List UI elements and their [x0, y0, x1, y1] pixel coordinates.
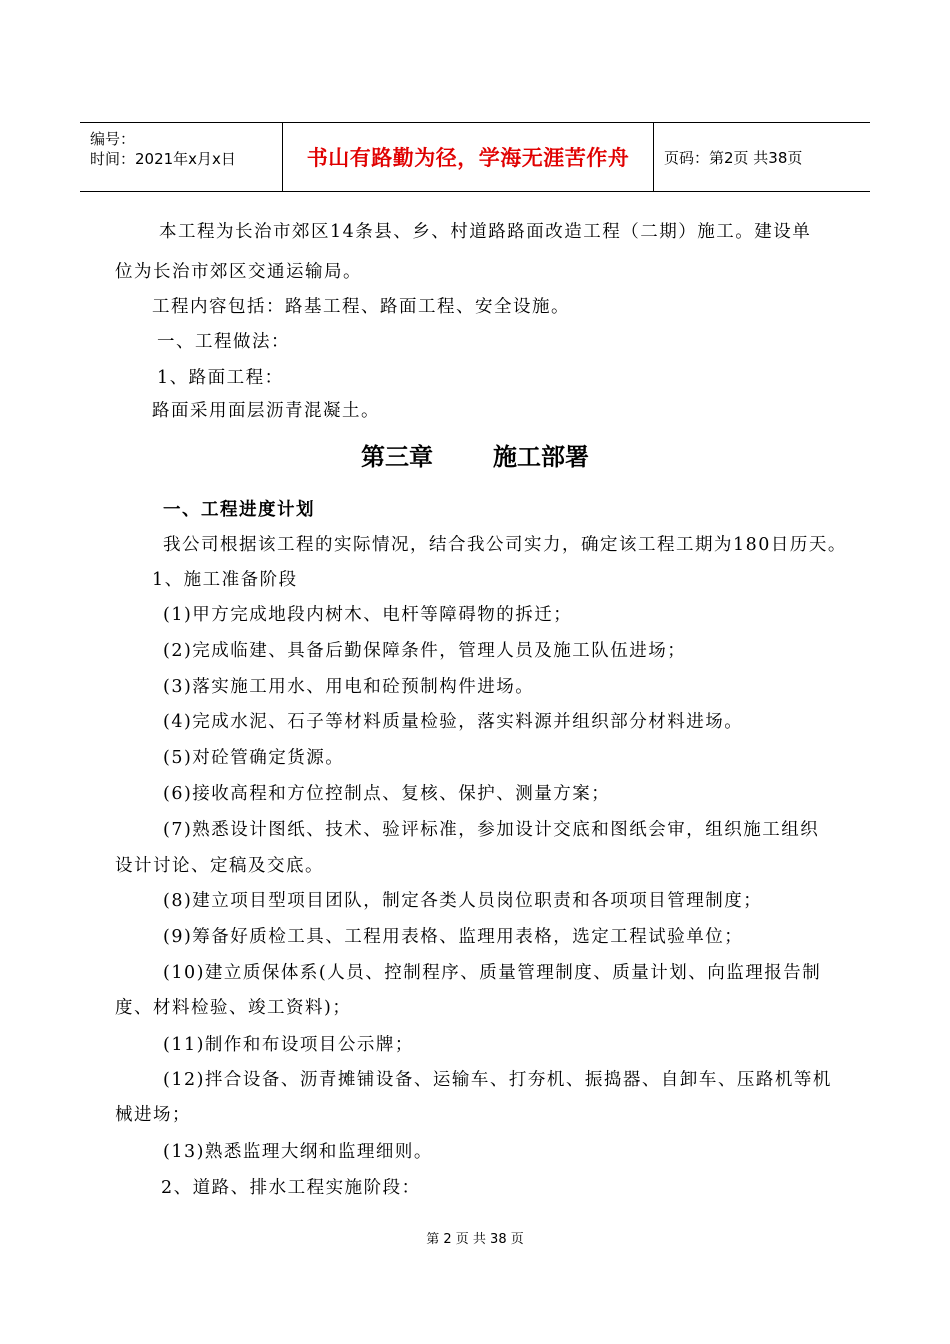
stage-title: 1、施工准备阶段	[152, 570, 298, 590]
stage-title: 2、道路、排水工程实施阶段：	[161, 1178, 421, 1198]
section-title: 一、工程进度计划	[163, 500, 315, 520]
header-page-info	[654, 123, 870, 191]
list-item: (13)熟悉监理大纲和监理细则。	[163, 1142, 433, 1162]
list-item: (2)完成临建、具备后勤保障条件，管理人员及施工队伍进场；	[163, 641, 687, 661]
header-meta	[80, 123, 282, 191]
footer-page-number: 第 2 页 共 38 页	[426, 1232, 524, 1247]
page-info-text: 页码：第2页 共38页	[664, 148, 803, 167]
list-item-continuation: 度、材料检验、竣工资料)；	[115, 998, 352, 1018]
motto-text: 书山有路勤为径，学海无涯苦作舟	[306, 146, 630, 170]
number-label: 编号：	[90, 130, 136, 148]
paragraph: 1、路面工程：	[157, 368, 284, 388]
header-motto-cell	[282, 123, 654, 191]
paragraph: 工程内容包括：路基工程、路面工程、安全设施。	[152, 297, 570, 317]
paragraph: 位为长治市郊区交通运输局。	[115, 262, 362, 282]
list-item: (10)建立质保体系(人员、控制程序、质量管理制度、质量计划、向监理报告制	[163, 963, 822, 983]
document-header	[80, 122, 870, 192]
paragraph: 我公司根据该工程的实际情况，结合我公司实力，确定该工程工期为180日历天。	[163, 535, 847, 555]
list-item: (4)完成水泥、石子等材料质量检验，落实料源并组织部分材料进场。	[163, 712, 744, 732]
list-item: (3)落实施工用水、用电和砼预制构件进场。	[163, 677, 535, 697]
paragraph: 一、工程做法：	[157, 332, 290, 352]
paragraph: 本工程为长治市郊区14条县、乡、村道路路面改造工程（二期）施工。建设单	[159, 222, 812, 242]
list-item: (11)制作和布设项目公示牌；	[163, 1035, 414, 1055]
time-label: 时间：2021年x月x日	[90, 150, 236, 168]
list-item-continuation: 械进场；	[115, 1105, 191, 1125]
list-item: (1)甲方完成地段内树木、电杆等障碍物的拆迁；	[163, 605, 573, 625]
paragraph: 路面采用面层沥青混凝土。	[152, 401, 380, 421]
list-item: (12)拌合设备、沥青摊铺设备、运输车、打夯机、振捣器、自卸车、压路机等机	[163, 1070, 832, 1090]
page-footer	[0, 1228, 950, 1247]
list-item: (9)筹备好质检工具、工程用表格、监理用表格，选定工程试验单位；	[163, 927, 744, 947]
list-item: (5)对砼管确定货源。	[163, 748, 345, 768]
chapter-heading	[0, 437, 950, 472]
list-item: (6)接收高程和方位控制点、复核、保护、测量方案；	[163, 784, 611, 804]
list-item: (8)建立项目型项目团队，制定各类人员岗位职责和各项项目管理制度；	[163, 891, 763, 911]
chapter-number: 第三章	[361, 443, 433, 471]
chapter-title: 施工部署	[493, 443, 589, 471]
list-item: (7)熟悉设计图纸、技术、验评标准，参加设计交底和图纸会审，组织施工组织	[163, 820, 820, 840]
list-item-continuation: 设计讨论、定稿及交底。	[115, 856, 324, 876]
